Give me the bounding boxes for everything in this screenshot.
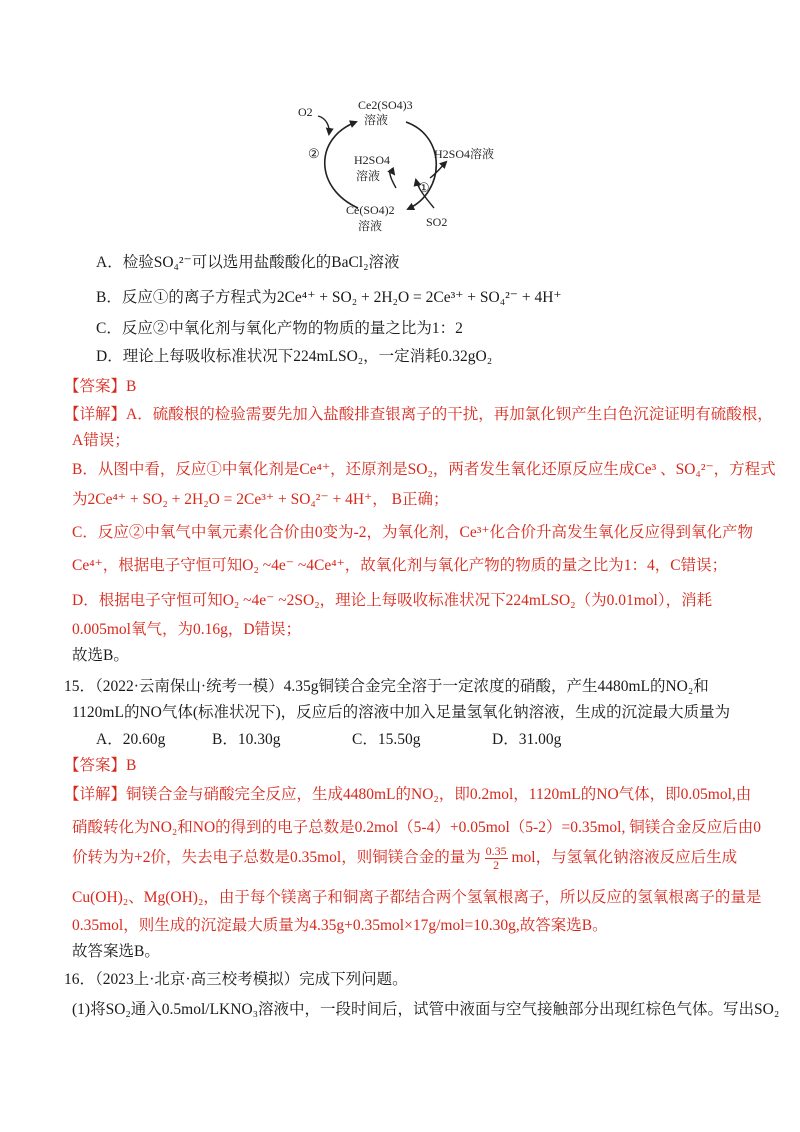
o2-arrow [318, 116, 329, 134]
q15-detail-3 [72, 845, 737, 872]
h2so4-inner-arrow [390, 171, 396, 188]
q14-detail-d-2: 0.005mol氧气，为0.16g，D错误； [72, 621, 302, 638]
q16-stem: 16．（2023上·北京·高三校考模拟）完成下列问题。 [64, 971, 408, 988]
q14-option-d: D．理论上每吸收标准状况下224mLSO₂，一定消耗0.32gO₂ [96, 348, 493, 365]
q15-detail-3-a: 价转为为+2价，失去电子总数是0.35mol，则铜镁合金的量为 [72, 849, 481, 867]
h2so4-out-arrow [430, 162, 446, 178]
fraction [485, 845, 508, 872]
label-o2: O2 [298, 105, 313, 119]
fraction-numerator: 0.35 [485, 844, 507, 858]
reaction-cycle-diagram [296, 96, 506, 241]
q15-detail-4: Cu(OH)₂、Mg(OH)₂，由于每个镁离子和铜离子都结合两个氢氧根离子，所以反应的氢氧根离子的量是 [72, 889, 762, 906]
arc-reaction-2 [325, 122, 358, 208]
q14-answer: 【答案】B [64, 378, 137, 395]
label-h2so4-inner: H2SO4 [354, 153, 391, 167]
q15-option-a: A．20.60g [96, 731, 166, 748]
q15-detail-5: 0.35mol，则生成的沉淀最大质量为4.35g+0.35mol×17g/mol=10.30g,故答案选B。 [72, 917, 608, 934]
q15-conclusion: 故答案选B。 [72, 943, 160, 960]
q15-option-b: B．10.30g [212, 731, 281, 748]
label-solution-top: 溶液 [364, 113, 389, 127]
q14-detail-c-1: C．反应②中氧气中氧元素化合价由0变为-2，为氧化剂，Ce³⁺化合价升高发生氧化反应得到氧化产物 [72, 524, 754, 541]
label-mark-1: ① [418, 180, 430, 195]
q14-option-a: A．检验SO₄²⁻可以选用盐酸酸化的BaCl₂溶液 [96, 254, 400, 271]
q14-detail-a-1: 【详解】A．硫酸根的检验需要先加入盐酸排查银离子的干扰，再加氯化钡产生白色沉淀证明有硫酸根， [64, 406, 773, 423]
label-h2so4-out: H2SO4溶液 [434, 147, 495, 161]
label-ceso42: Ce(SO4)2 [346, 203, 395, 217]
q15-option-c: C．15.50g [352, 731, 421, 748]
q15-detail-2: 硝酸转化为NO₂和NO的得到的电子总数是0.2mol（5-4）+0.05mol（5-2）=0.35mol, 铜镁合金反应后由0 [72, 819, 761, 836]
q14-option-c: C．反应②中氧化剂与氧化产物的物质的量之比为1：2 [96, 320, 463, 337]
q14-detail-c-2: Ce⁴⁺，根据电子守恒可知O₂ ~4e⁻ ~4Ce⁴⁺，故氧化剂与氧化产物的物质的量之比为1：4，C错误； [72, 557, 728, 574]
q14-detail-a-2: A错误； [72, 432, 130, 449]
label-solution-bottom: 溶液 [358, 219, 383, 233]
q15-stem-1: 15．（2022·云南保山·统考一模）4.35g铜镁合金完全溶于一定浓度的硝酸，产生4480mL的NO₂和 [64, 678, 709, 695]
q15-answer: 【答案】B [64, 757, 137, 774]
q15-detail-3-b: mol，与氢氧化钠溶液反应后生成 [511, 849, 738, 867]
q14-detail-b-2: 为2Ce⁴⁺ + SO₂ + 2H₂O = 2Ce³⁺ + SO₄²⁻ + 4H⁺， B正确； [72, 491, 449, 508]
cycle-svg [296, 96, 506, 241]
q14-option-b: B．反应①的离子方程式为2Ce⁴⁺ + SO₂ + 2H₂O = 2Ce³⁺ + SO₄²⁻ + 4H⁺ [96, 289, 562, 306]
label-ce2so43: Ce2(SO4)3 [358, 98, 413, 112]
q14-conclusion: 故选B。 [72, 647, 129, 664]
q15-option-d: D．31.00g [492, 731, 562, 748]
q16-part-1: (1)将SO₂通入0.5mol/LKNO₃溶液中，一段时间后，试管中液面与空气接触部分出现红棕色气体。写出SO₂ [72, 1001, 780, 1018]
q15-detail-1: 【详解】铜镁合金与硝酸完全反应，生成4480mL的NO₂，即0.2mol，1120mL的NO气体，即0.05mol,由 [64, 786, 752, 803]
label-mark-2: ② [308, 146, 320, 161]
arc-reaction-1 [406, 122, 436, 209]
label-so2: SO2 [426, 215, 448, 229]
fraction-denominator: 2 [493, 858, 500, 872]
q14-detail-b-1: B．从图中看，反应①中氧化剂是Ce⁴⁺，还原剂是SO₂，两者发生氧化还原反应生成Ce³ 、SO₄²⁻，方程式 [72, 461, 776, 478]
q15-stem-2: 1120mL的NO气体(标准状况下)，反应后的溶液中加入足量氢氧化钠溶液，生成的沉淀最大质量为 [72, 704, 731, 721]
q14-detail-d-1: D．根据电子守恒可知O₂ ~4e⁻ ~2SO₂，理论上每吸收标准状况下224mLSO₂（为0.01mol），消耗 [72, 592, 713, 609]
label-solution-inner: 溶液 [356, 169, 381, 183]
